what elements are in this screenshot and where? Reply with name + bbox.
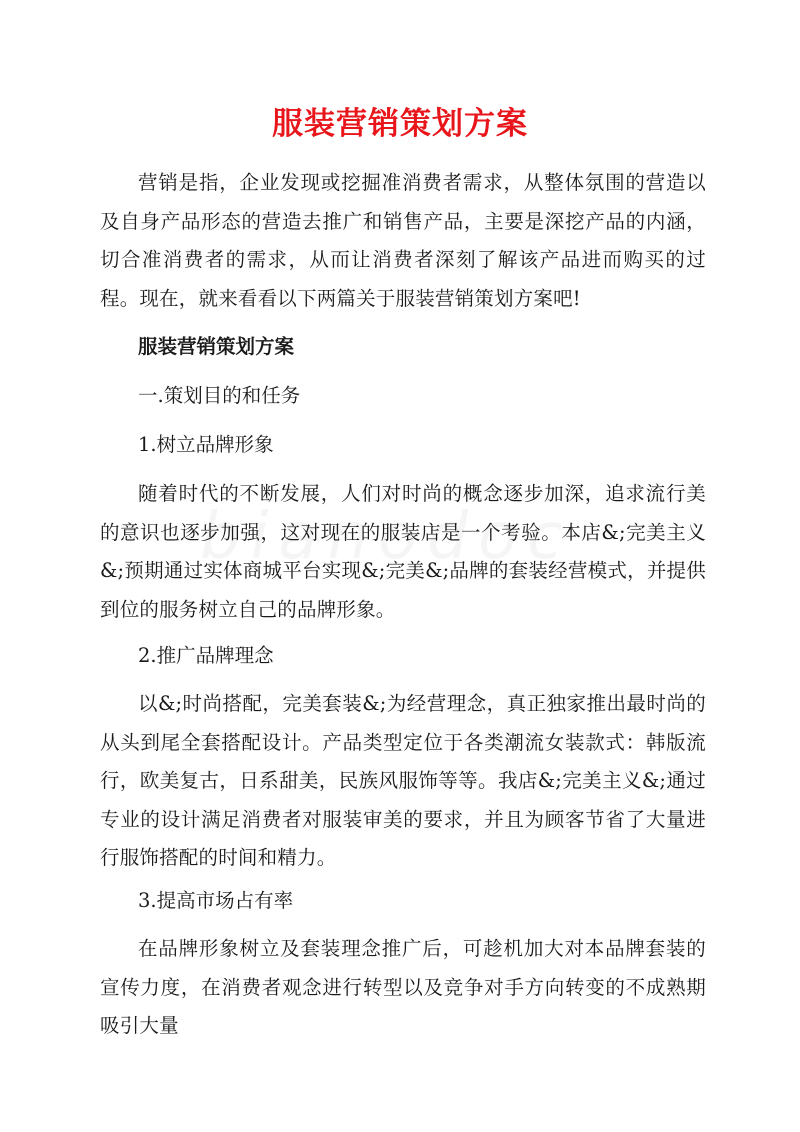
intro-paragraph: 营销是指，企业发现或挖掘准消费者需求，从整体氛围的营造以及自身产品形态的营造去推广和销售产品，主要是深挖产品的内涵，切合准消费者的需求，从而让消费者深刻了解该产品进而购买的过程。现在，就来看看以下两篇关于服装营销策划方案吧!: [100, 171, 706, 310]
subtitle-heading: 服装营销策划方案: [138, 335, 295, 358]
section-heading-1: 一.策划目的和任务: [138, 384, 301, 407]
item-paragraph-1: 随着时代的不断发展，人们对时尚的概念逐步加深，追求流行美的意识也逐步加强，这对现在的服装店是一个考验。本店&;完美主义&;预期通过实体商城平台实现&;完美&;品牌的套装经营模式，并提供到位的服务树立自己的品牌形象。: [100, 482, 706, 621]
document-title: 服装营销策划方案: [272, 106, 528, 142]
item-heading-2: 2.推广品牌理念: [138, 644, 274, 667]
item-paragraph-2: 以&;时尚搭配，完美套装&;为经营理念，真正独家推出最时尚的从头到尾全套搭配设计。产品类型定位于各类潮流女装款式：韩版流行，欧美复古，日系甜美，民族风服饰等等。我店&;完美主义&;通过专业的设计满足消费者对服装审美的要求，并且为顾客节省了大量进行服饰搭配的时间和精力。: [100, 692, 706, 869]
item-heading-1: 1.树立品牌形象: [138, 433, 274, 456]
item-heading-3: 3.提高市场占有率: [138, 889, 294, 912]
item-paragraph-3: 在品牌形象树立及套装理念推广后，可趁机加大对本品牌套装的宣传力度，在消费者观念进行转型以及竞争对手方向转变的不成熟期吸引大量: [100, 937, 706, 1037]
